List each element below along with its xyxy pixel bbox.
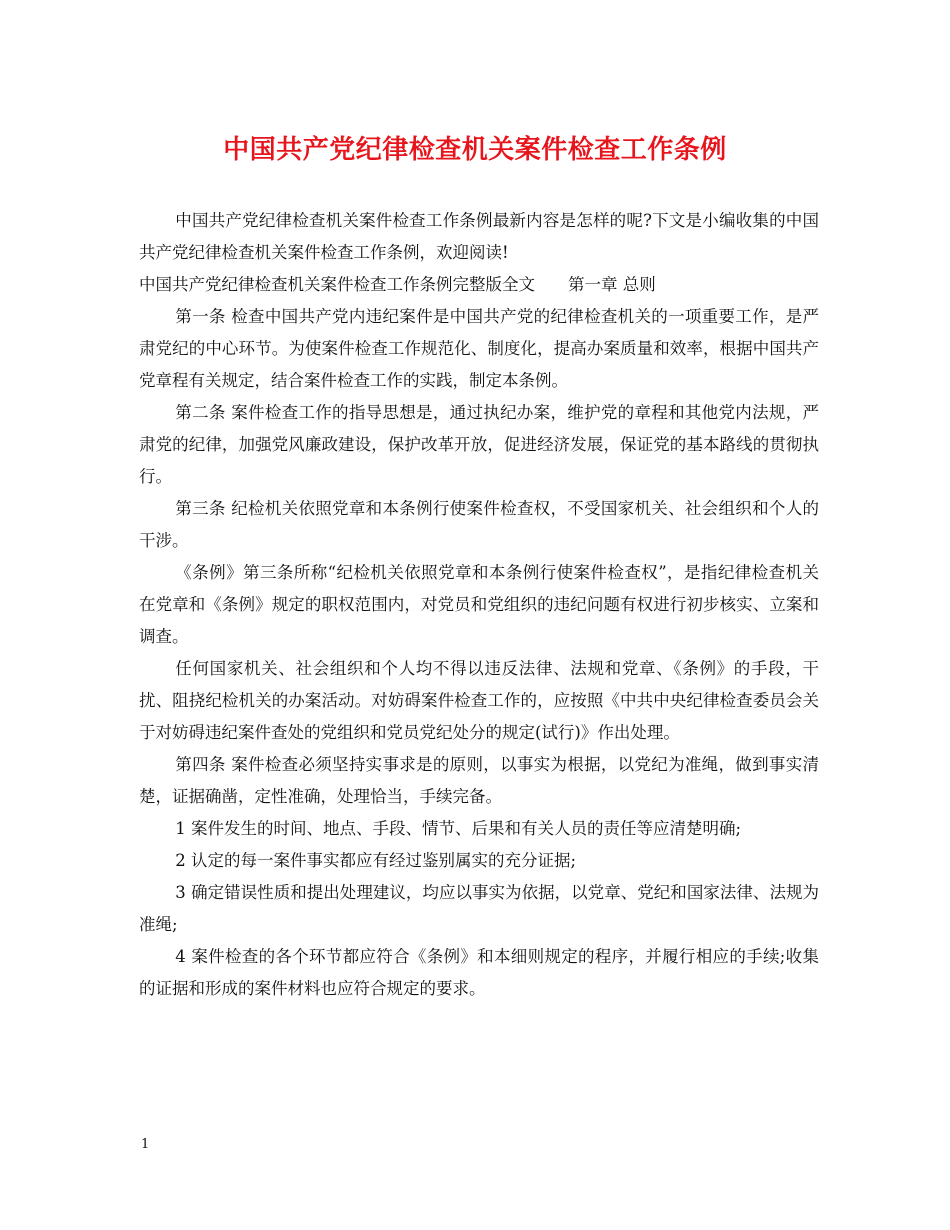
document-body (139, 205, 819, 1005)
fulltext-line (139, 269, 819, 301)
article-paragraph: 第二条 案件检查工作的指导思想是，通过执纪办案，维护党的章程和其他党内法规，严肃党的纪律，加强党风廉政建设，保护改革开放，促进经济发展，保证党的基本路线的贯彻执行。 (139, 403, 819, 486)
list-item: 2 认定的每一案件事实都应有经过鉴别属实的充分证据; (175, 851, 577, 870)
page-number: 1 (141, 1137, 150, 1152)
document-title: 中国共产党纪律检查机关案件检查工作条例 (223, 135, 727, 165)
article-paragraph: 《条例》第三条所称“纪检机关依照党章和本条例行使案件检查权”，是指纪律检查机关在党章和《条例》规定的职权范围内，对党员和党组织的违纪问题有权进行初步核实、立案和调查。 (139, 563, 819, 646)
chapter-heading: 第一章 总则 (568, 275, 656, 294)
list-item: 1 案件发生的时间、地点、手段、情节、后果和有关人员的责任等应清楚明确; (175, 819, 742, 838)
fulltext-label: 中国共产党纪律检查机关案件检查工作条例完整版全文 (139, 275, 535, 294)
article-paragraph: 第四条 案件检查必须坚持实事求是的原则，以事实为根据，以党纪为准绳，做到事实清楚，证据确凿，定性准确，处理恰当，手续完备。 (139, 755, 819, 806)
article-paragraph: 任何国家机关、社会组织和个人均不得以违反法律、法规和党章、《条例》的手段，干扰、阻挠纪检机关的办案活动。对妨碍案件检查工作的，应按照《中共中央纪律检查委员会关于对妨碍违纪案件查处的党组织和党员党纪处分的规定(试行)》作出处理。 (139, 659, 819, 742)
article-paragraph: 第三条 纪检机关依照党章和本条例行使案件检查权，不受国家机关、社会组织和个人的干涉。 (139, 499, 819, 550)
intro-paragraph: 中国共产党纪律检查机关案件检查工作条例最新内容是怎样的呢?下文是小编收集的中国共产党纪律检查机关案件检查工作条例，欢迎阅读! (139, 211, 819, 262)
list-item: 4 案件检查的各个环节都应符合《条例》和本细则规定的程序，并履行相应的手续;收集的证据和形成的案件材料也应符合规定的要求。 (139, 947, 819, 998)
list-item: 3 确定错误性质和提出处理建议，均应以事实为依据，以党章、党纪和国家法律、法规为准绳; (139, 883, 819, 934)
article-paragraph: 第一条 检查中国共产党内违纪案件是中国共产党的纪律检查机关的一项重要工作，是严肃党纪的中心环节。为使案件检查工作规范化、制度化，提高办案质量和效率，根据中国共产党章程有关规定，结合案件检查工作的实践，制定本条例。 (139, 307, 819, 390)
